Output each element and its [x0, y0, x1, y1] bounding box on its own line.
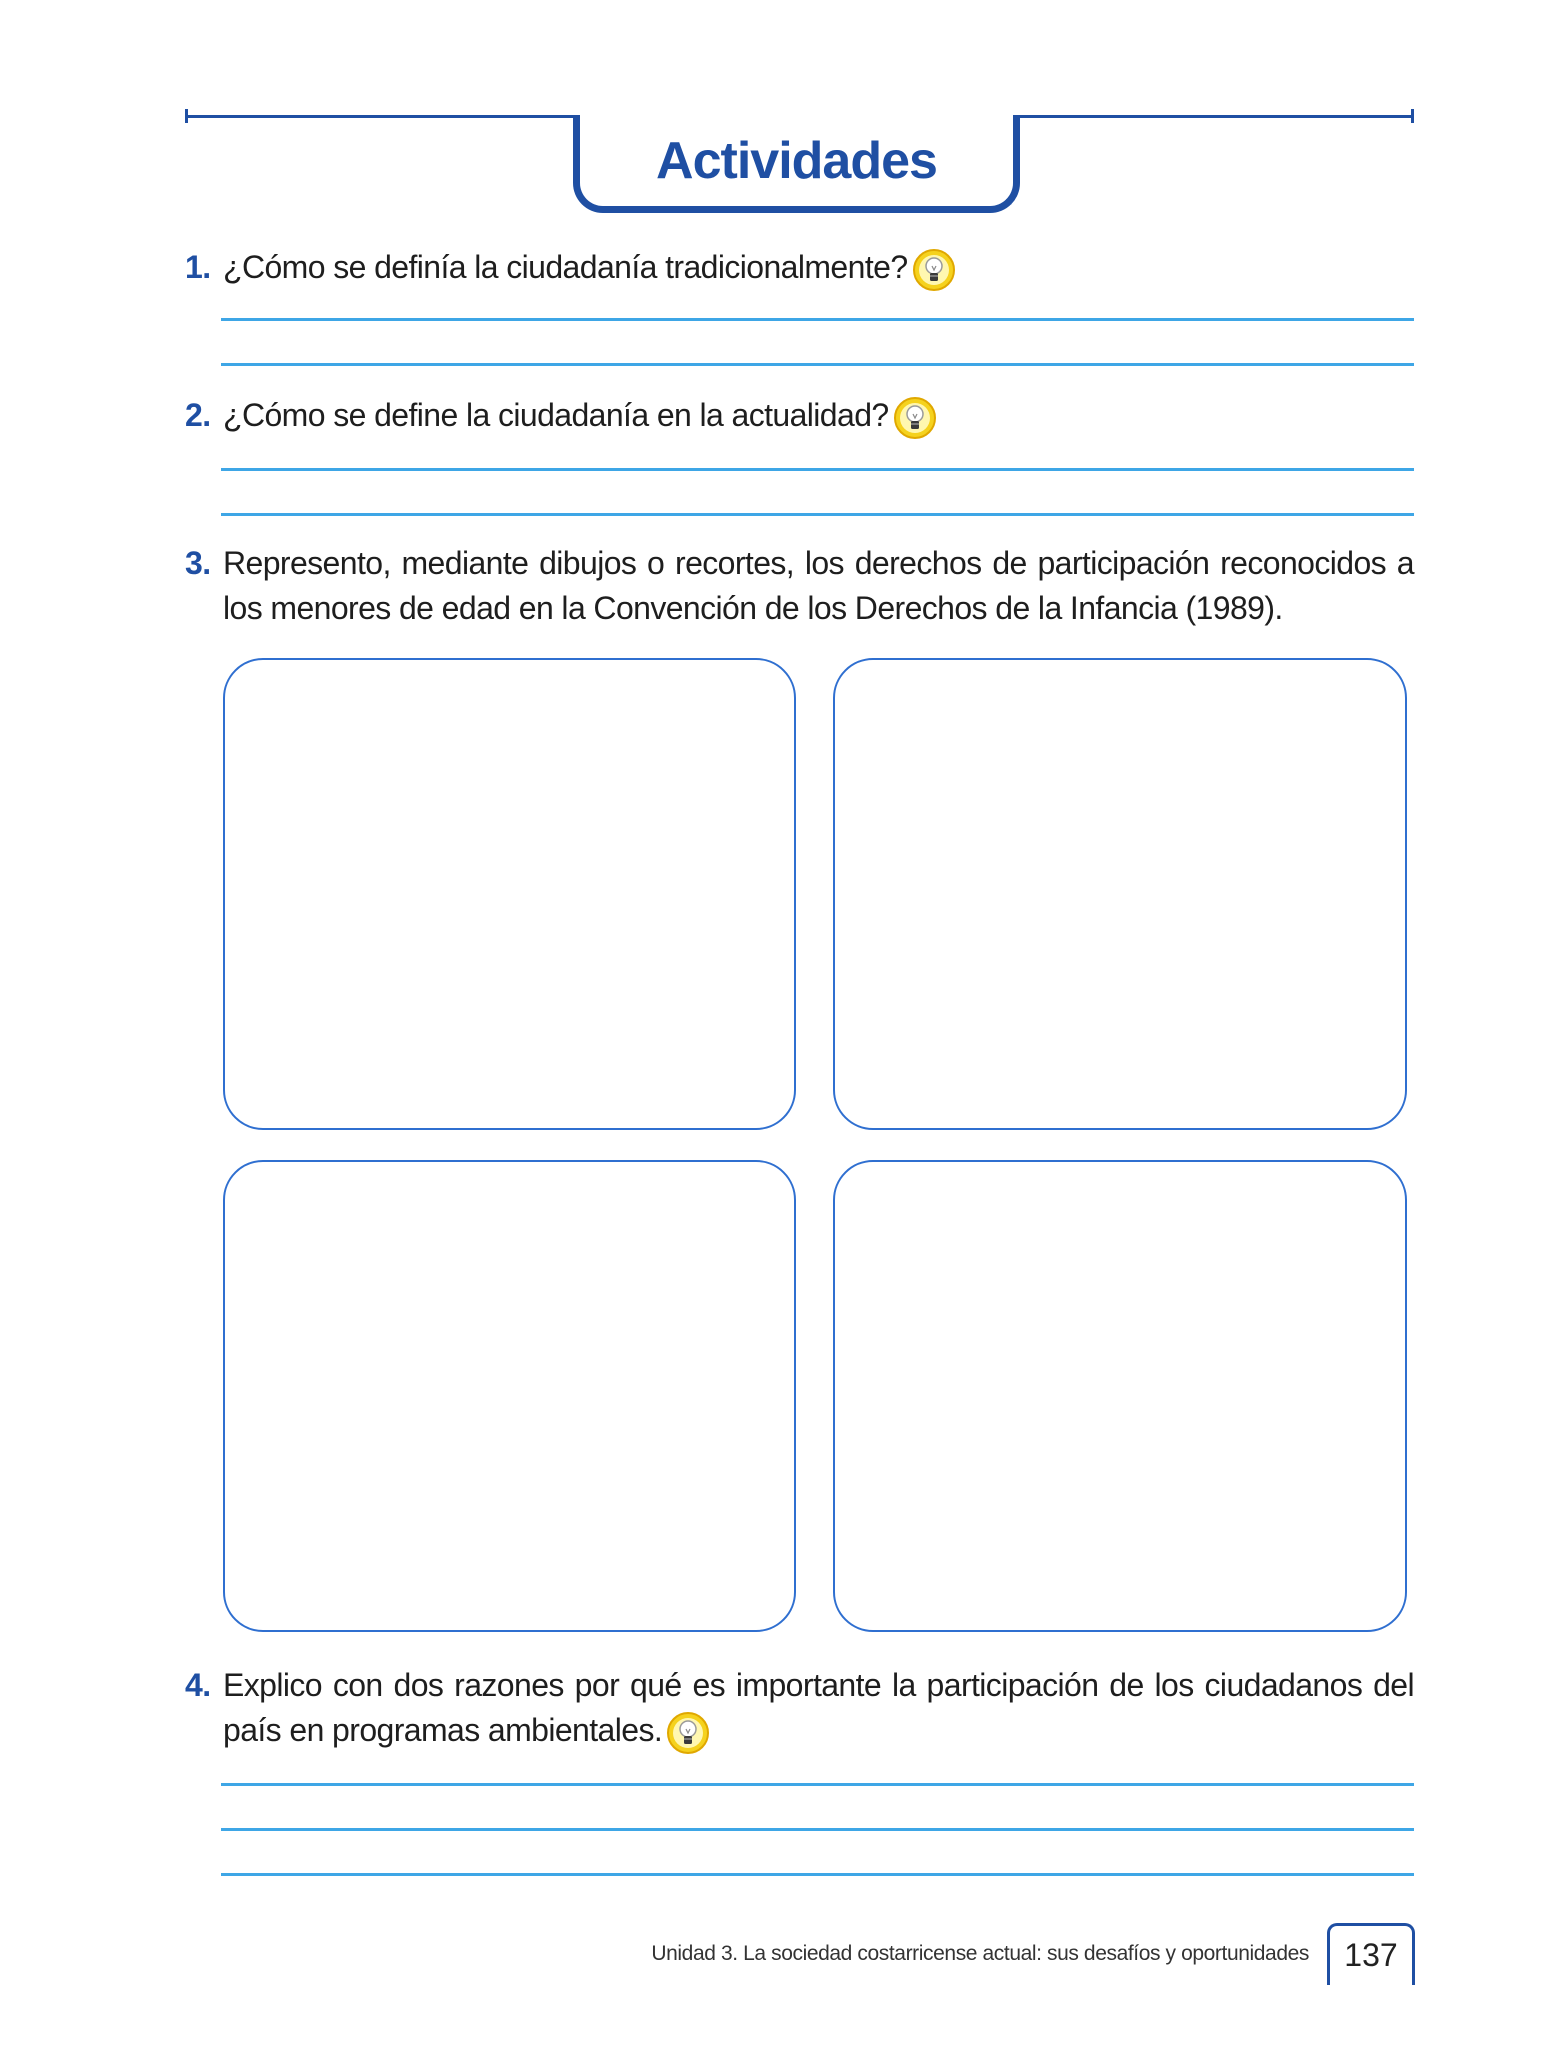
section-title-tab — [573, 115, 1020, 213]
header-rule-left-cap — [185, 109, 188, 123]
question-number: 2. — [185, 397, 211, 433]
drawing-box-3[interactable] — [223, 1160, 796, 1632]
page-number-box — [1327, 1923, 1415, 1985]
question-number: 1. — [185, 249, 211, 285]
question-number: 4. — [185, 1667, 211, 1703]
answer-line[interactable] — [221, 1873, 1414, 1876]
question-text: Represento, mediante dibujos o recortes, los derechos de participación reconocidos a los menores de edad en la Convención de los Derechos de la Infancia (1989). — [223, 545, 1414, 626]
question-2 — [185, 393, 1414, 440]
lightbulb-icon — [912, 248, 956, 292]
drawing-box-1[interactable] — [223, 658, 796, 1130]
drawing-box-2[interactable] — [833, 658, 1407, 1130]
answer-line[interactable] — [221, 1783, 1414, 1786]
page-number: 137 — [1344, 1937, 1398, 1973]
question-3 — [185, 541, 1414, 631]
question-number: 3. — [185, 545, 211, 581]
footer-unit-text: Unidad 3. La sociedad costarricense actual: sus desafíos y oportunidades — [651, 1942, 1309, 1965]
question-4 — [185, 1663, 1414, 1755]
answer-line[interactable] — [221, 318, 1414, 321]
question-text: Explico con dos razones por qué es importante la participación de los ciudadanos del país en programas ambientales. — [223, 1663, 1414, 1755]
page-title: Actividades — [656, 131, 937, 190]
answer-line[interactable] — [221, 363, 1414, 366]
question-1 — [185, 245, 1414, 292]
lightbulb-icon — [893, 396, 937, 440]
header-rule-right-cap — [1411, 109, 1414, 123]
question-text: ¿Cómo se definía la ciudadanía tradicionalmente? — [223, 245, 1414, 292]
drawing-box-4[interactable] — [833, 1160, 1407, 1632]
lightbulb-icon — [666, 1711, 710, 1755]
answer-line[interactable] — [221, 513, 1414, 516]
answer-line[interactable] — [221, 1828, 1414, 1831]
answer-line[interactable] — [221, 468, 1414, 471]
question-text: ¿Cómo se define la ciudadanía en la actualidad? — [223, 393, 1414, 440]
